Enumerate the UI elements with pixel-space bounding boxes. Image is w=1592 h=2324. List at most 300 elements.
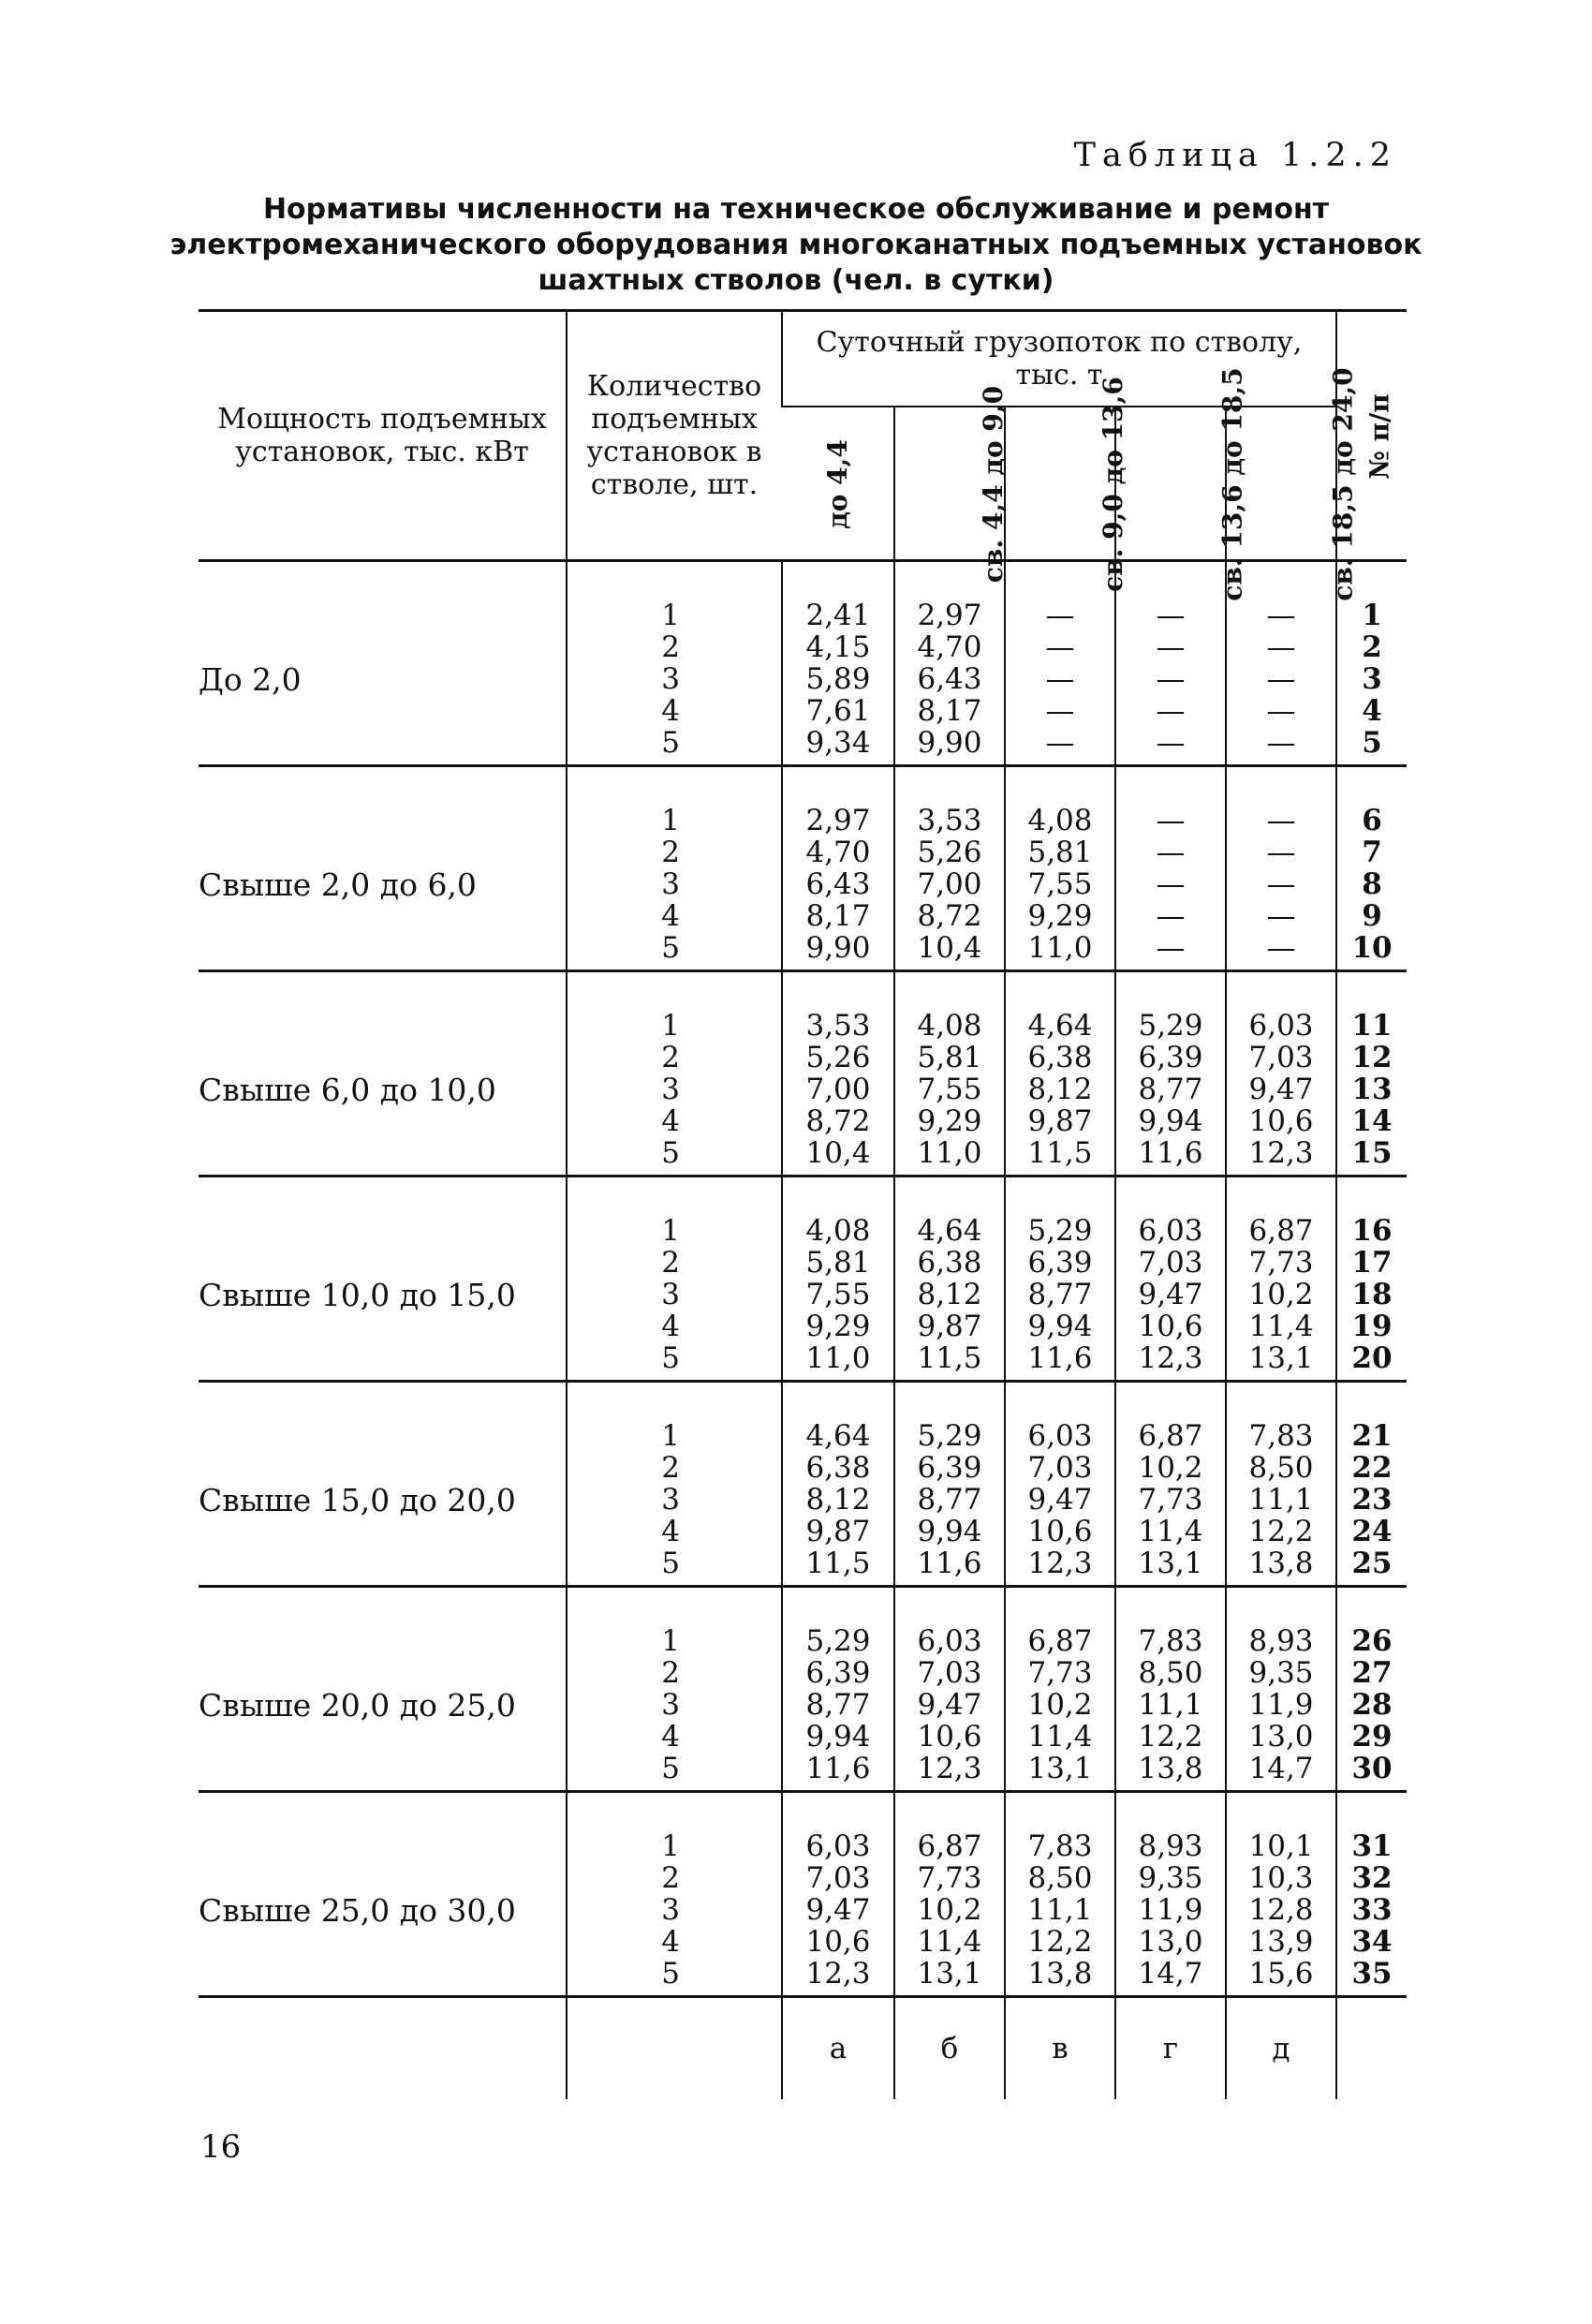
norm-values-cell [894,1792,1005,1997]
table-row [199,1177,1407,1382]
cell-value: 9,47 [1248,1073,1314,1106]
cell-value: 9,94 [1027,1310,1093,1343]
cell-value: 8,72 [917,899,982,933]
cell-value: 6,38 [917,1246,982,1280]
norm-values-cell [1115,1587,1226,1792]
cell-value: 6,38 [1027,1041,1093,1074]
norm-values-cell [1226,1177,1336,1382]
cell-value: 25 [1351,1547,1393,1580]
cell-value: 9 [1362,899,1382,933]
header-quantity: Количество подъемных установок в стволе, шт. [567,311,782,561]
cell-value: — [1045,662,1075,696]
cell-value: — [1266,804,1296,837]
cell-value: 6,39 [805,1656,871,1690]
cell-value: 7,03 [1248,1041,1314,1074]
cell-value: 9,87 [805,1515,871,1548]
cell-value: 8,50 [1138,1656,1203,1690]
cell-value: 9,87 [917,1310,982,1343]
cell-value: 1 [661,1009,680,1043]
cell-value: 4,64 [805,1419,871,1453]
power-group [199,766,1407,971]
letters-empty-cell [199,1997,567,2100]
cell-value: 8,72 [805,1104,871,1138]
cell-value: 9,29 [1027,899,1093,933]
cell-value: — [1156,599,1186,632]
cell-value: — [1045,630,1075,664]
cell-value: 7,00 [805,1073,871,1106]
cell-value: 10,6 [1027,1515,1093,1548]
cell-value: 6,03 [1027,1419,1093,1453]
cell-value: 4 [661,694,680,728]
cell-value: 17 [1351,1246,1393,1280]
cell-value: 24 [1351,1515,1393,1548]
power-range-cell [199,1792,567,1997]
cell-value: 4,64 [917,1214,982,1248]
norm-values-cell [1005,1177,1115,1382]
cell-value: 10,2 [1248,1278,1314,1311]
cell-value: 13,1 [1248,1341,1314,1375]
cell-value: 8,50 [1027,1861,1093,1895]
cell-value: 8,50 [1248,1451,1314,1485]
cell-value: 9,90 [917,726,982,760]
cell-value: 11,6 [917,1547,982,1580]
norm-values-cell [782,1382,894,1587]
cell-value: 11,5 [805,1547,871,1580]
cell-value: 11,5 [917,1341,982,1375]
header-range-label: св. 13,6 до 18,5 [1216,366,1248,601]
cell-value: 28 [1351,1688,1393,1722]
cell-value: 6,87 [1027,1624,1093,1658]
cell-value: 8,12 [805,1483,871,1517]
cell-value: 12,2 [1248,1515,1314,1548]
row-number-cell [1336,971,1407,1177]
cell-value: — [1156,694,1186,728]
cell-value: 35 [1351,1957,1393,1991]
cell-value: 7,03 [1027,1451,1093,1485]
cell-value: 9,94 [805,1720,871,1754]
cell-value: 5 [661,931,680,965]
cell-value: 11,1 [1027,1893,1093,1927]
cell-value: 7,03 [805,1861,871,1895]
cell-value: 13,0 [1248,1720,1314,1754]
cell-value: 6,03 [917,1624,982,1658]
norm-values-cell [782,1587,894,1792]
power-group [199,1587,1407,1792]
cell-value: 6,87 [917,1829,982,1863]
cell-value: 12,3 [1138,1341,1203,1375]
cell-value: 7 [1362,836,1382,869]
title-line: шахтных стволов (чел. в сутки) [538,264,1054,297]
cell-value: 6,87 [1138,1419,1203,1453]
cell-value: 9,94 [917,1515,982,1548]
cell-value: 11,4 [1027,1720,1093,1754]
cell-value: 6,39 [917,1451,982,1485]
cell-value: 21 [1351,1419,1393,1453]
cell-value: 9,90 [805,931,871,965]
cell-value: 10,6 [805,1925,871,1959]
header-range-label: до 4,4 [821,438,853,529]
row-number-cell [1336,1382,1407,1587]
cell-value: 4,70 [805,836,871,869]
norm-values-cell [894,766,1005,971]
norm-values-cell [782,766,894,971]
cell-value: 7,03 [917,1656,982,1690]
cell-value: — [1045,726,1075,760]
cell-value: 14 [1351,1104,1393,1138]
cell-value: 8,77 [1027,1278,1093,1311]
cell-value: 12,3 [1027,1547,1093,1580]
cell-value: 2 [661,1861,680,1895]
cell-value: 6,03 [1248,1009,1314,1043]
cell-value: 5,89 [805,662,871,696]
cell-value: 15 [1351,1136,1393,1170]
cell-value: 31 [1351,1829,1393,1863]
cell-value: — [1266,662,1296,696]
cell-value: 15,6 [1248,1957,1314,1991]
row-number-cell [1336,1177,1407,1382]
cell-value: 4,70 [917,630,982,664]
cell-value: 13,1 [1027,1752,1093,1785]
cell-value: — [1156,836,1186,869]
cell-value: 12,8 [1248,1893,1314,1927]
cell-value: — [1156,662,1186,696]
cell-value: 11,5 [1027,1136,1093,1170]
header-range-b [894,385,1010,583]
cell-value: 29 [1351,1720,1393,1754]
norm-values-cell [782,971,894,1177]
cell-value: 32 [1351,1861,1393,1895]
power-range-cell [199,1177,567,1382]
cell-value: 5,81 [917,1041,982,1074]
cell-value: 9,94 [1138,1104,1203,1138]
cell-value: 11,4 [917,1925,982,1959]
cell-value: — [1156,726,1186,760]
column-letter: б [894,1997,1005,2100]
cell-value: 10,6 [1248,1104,1314,1138]
cell-value: 10,2 [1138,1451,1203,1485]
cell-value: 7,03 [1138,1246,1203,1280]
cell-value: 4 [661,1310,680,1343]
cell-value: 6,87 [1248,1214,1314,1248]
cell-value: 3,53 [917,804,982,837]
cell-value: 7,55 [1027,867,1093,901]
cell-value: 11,1 [1248,1483,1314,1517]
norm-values-cell [1226,1382,1336,1587]
cell-value: 9,47 [917,1688,982,1722]
cell-value: 3 [661,1893,680,1927]
cell-value: 12,3 [1248,1136,1314,1170]
cell-value: 4 [661,1925,680,1959]
cell-value: 12 [1351,1041,1393,1074]
cell-value: — [1266,726,1296,760]
cell-value: 4 [661,1720,680,1754]
cell-value: 33 [1351,1893,1393,1927]
cell-value: 2 [661,630,680,664]
cell-value: 8,77 [917,1483,982,1517]
cell-value: 18 [1351,1278,1393,1311]
cell-value: 11,6 [1027,1341,1093,1375]
cell-value: 11,0 [805,1341,871,1375]
cell-value: 8,93 [1138,1829,1203,1863]
cell-value: 5,29 [805,1624,871,1658]
power-range-label: Свыше 15,0 до 20,0 [199,1481,516,1518]
cell-value: 8,17 [805,899,871,933]
cell-value: — [1156,630,1186,664]
cell-value: 9,35 [1248,1656,1314,1690]
power-range-cell [199,971,567,1177]
quantity-cell [567,561,782,766]
table-row [199,1587,1407,1792]
norm-values-cell [1226,1587,1336,1792]
cell-value: 13,8 [1248,1547,1314,1580]
cell-value: 10,6 [917,1720,982,1754]
table-row [199,971,1407,1177]
power-range-cell [199,766,567,971]
cell-value: 12,2 [1138,1720,1203,1754]
cell-value: 7,55 [917,1073,982,1106]
cell-value: — [1045,694,1075,728]
cell-value: 10 [1351,931,1393,965]
cell-value: 4,08 [1027,804,1093,837]
norm-values-cell [894,1382,1005,1587]
cell-value: 13 [1351,1073,1393,1106]
power-range-label: Свыше 25,0 до 30,0 [199,1891,516,1929]
cell-value: 2,97 [917,599,982,632]
cell-value: 1 [1362,599,1382,632]
cell-value: 6,03 [805,1829,871,1863]
cell-value: 4,15 [805,630,871,664]
header-range-label: св. 9,0 до 13,6 [1097,376,1128,592]
cell-value: 9,47 [805,1893,871,1927]
cell-value: 34 [1351,1925,1393,1959]
cell-value: 5,26 [805,1041,871,1074]
power-range-cell [199,561,567,766]
cell-value: 5,29 [1027,1214,1093,1248]
table-title [169,192,1423,299]
letters-empty-cell [567,1997,782,2100]
row-number-cell [1336,1792,1407,1997]
cell-value: 2 [661,1451,680,1485]
cell-value: 6 [1362,804,1382,837]
title-line: Нормативы численности на техническое обслуживание и ремонт [262,193,1330,226]
cell-value: 9,47 [1138,1278,1203,1311]
norm-values-cell [1005,1382,1115,1587]
cell-value: 30 [1351,1752,1393,1785]
cell-value: 9,29 [917,1104,982,1138]
norm-values-cell [1005,1587,1115,1792]
cell-value: 5 [661,1547,680,1580]
norm-values-cell [1115,1792,1226,1997]
row-number-cell [1336,766,1407,971]
column-letter: в [1005,1997,1115,2100]
power-range-cell [199,1382,567,1587]
cell-value: 10,4 [917,931,982,965]
cell-value: 2,41 [805,599,871,632]
cell-value: 5,81 [1027,836,1093,869]
cell-value: 4,64 [1027,1009,1093,1043]
cell-value: 3 [661,662,680,696]
cell-value: 5 [661,1341,680,1375]
cell-value: 2 [1362,630,1382,664]
cell-value: 11,9 [1248,1688,1314,1722]
cell-value: 11,1 [1138,1688,1203,1722]
norm-values-cell [1005,766,1115,971]
norm-values-cell [782,1792,894,1997]
norm-values-cell [894,561,1005,766]
cell-value: 5 [661,1957,680,1991]
cell-value: 3 [661,1483,680,1517]
cell-value: 6,39 [1138,1041,1203,1074]
cell-value: 11,0 [917,1136,982,1170]
table-row [199,1382,1407,1587]
quantity-cell [567,971,782,1177]
cell-value: 8,77 [805,1688,871,1722]
header-cargo-flow: Суточный грузопоток по стволу, тыс. т [782,311,1336,407]
norm-values-cell [1226,766,1336,971]
norm-values-cell [894,1177,1005,1382]
cell-value: 9,29 [805,1310,871,1343]
header-range-v [1005,376,1128,592]
cell-value: 7,83 [1248,1419,1314,1453]
table-row [199,766,1407,971]
cell-value: 13,8 [1027,1957,1093,1991]
cell-value: 7,73 [1138,1483,1203,1517]
norm-values-cell [1226,1792,1336,1997]
header-range-g [1115,366,1248,601]
cell-value: 6,03 [1138,1214,1203,1248]
column-letter: а [782,1997,894,2100]
cell-value: 3 [661,1073,680,1106]
cell-value: 5,29 [1138,1009,1203,1043]
cell-value: 2 [661,1041,680,1074]
cell-value: 22 [1351,1451,1393,1485]
cell-value: 1 [661,599,680,632]
cell-value: — [1156,867,1186,901]
cell-value: 7,73 [917,1861,982,1895]
power-range-label: Свыше 10,0 до 15,0 [199,1276,516,1313]
cell-value: 1 [661,1624,680,1658]
cell-value: 6,43 [805,867,871,901]
column-letter: д [1226,1997,1336,2100]
cell-value: 4 [1362,694,1382,728]
cell-value: 20 [1351,1341,1393,1375]
cell-value: 10,2 [1027,1688,1093,1722]
cell-value: 7,61 [805,694,871,728]
power-range-label: До 2,0 [199,660,302,698]
cell-value: 4,08 [917,1009,982,1043]
cell-value: 9,34 [805,726,871,760]
row-number-cell [1336,1587,1407,1792]
cell-value: — [1156,931,1186,965]
cell-value: 1 [661,1214,680,1248]
letters-empty-cell [1336,1997,1407,2100]
cell-value: 5 [661,1752,680,1785]
cell-value: 7,83 [1138,1624,1203,1658]
cell-value: 7,73 [1027,1656,1093,1690]
cell-value: 13,0 [1138,1925,1203,1959]
cell-value: 4 [661,899,680,933]
cell-value: 11,6 [1138,1136,1203,1170]
cell-value: 3,53 [805,1009,871,1043]
cell-value: 7,73 [1248,1246,1314,1280]
power-range-cell [199,1587,567,1792]
cell-value: 6,38 [805,1451,871,1485]
cell-value: — [1266,899,1296,933]
cell-value: 8,12 [1027,1073,1093,1106]
norm-values-cell [1005,971,1115,1177]
cell-value: 10,4 [805,1136,871,1170]
cell-value: 12,2 [1027,1925,1093,1959]
cell-value: 10,2 [917,1893,982,1927]
table-label: Таблица 1.2.2 [1073,137,1397,174]
norm-values-cell [1115,1177,1226,1382]
cell-value: 11 [1351,1009,1393,1043]
power-range-label: Свыше 6,0 до 10,0 [199,1071,496,1108]
cell-value: 16 [1351,1214,1393,1248]
norms-table-wrapper [199,309,1407,2099]
cell-value: 2 [661,1246,680,1280]
cell-value: 10,1 [1248,1829,1314,1863]
cell-value: 13,9 [1248,1925,1314,1959]
cell-value: 5 [661,1136,680,1170]
cell-value: 8,17 [917,694,982,728]
cell-value: 5,29 [917,1419,982,1453]
cell-value: 4 [661,1515,680,1548]
cell-value: 6,39 [1027,1246,1093,1280]
cell-value: 13,8 [1138,1752,1203,1785]
norm-values-cell [782,561,894,766]
cell-value: 9,47 [1027,1483,1093,1517]
norm-values-cell [894,1587,1005,1792]
page-number: 16 [200,2128,242,2166]
norms-table [199,309,1407,2099]
cell-value: 3 [661,867,680,901]
norm-values-cell [1115,971,1226,1177]
cell-value: 11,4 [1248,1310,1314,1343]
cell-value: 3 [661,1278,680,1311]
cell-value: — [1156,804,1186,837]
cell-value: — [1045,599,1075,632]
quantity-cell [567,766,782,971]
cell-value: 3 [1362,662,1382,696]
power-group [199,971,1407,1177]
cell-value: — [1266,599,1296,632]
cell-value: 9,87 [1027,1104,1093,1138]
power-group [199,1792,1407,1997]
cell-value: 11,9 [1138,1893,1203,1927]
header-row-number-label: № п/п [1364,392,1395,480]
norm-values-cell [1005,1792,1115,1997]
cell-value: — [1266,836,1296,869]
cell-value: 1 [661,1419,680,1453]
header-range-a [782,407,894,561]
cell-value: 13,1 [1138,1547,1203,1580]
cell-value: 7,55 [805,1278,871,1311]
cell-value: 26 [1351,1624,1393,1658]
cell-value: 5,81 [805,1246,871,1280]
cell-value: 4 [661,1104,680,1138]
cell-value: 9,35 [1138,1861,1203,1895]
norm-values-cell [894,971,1005,1177]
cell-value: 1 [661,804,680,837]
column-letters-row [199,1997,1407,2100]
cell-value: 12,3 [805,1957,871,1991]
quantity-cell [567,1587,782,1792]
cell-value: 3 [661,1688,680,1722]
power-group [199,1177,1407,1382]
cell-value: 5 [1362,726,1382,760]
norm-values-cell [1115,766,1226,971]
